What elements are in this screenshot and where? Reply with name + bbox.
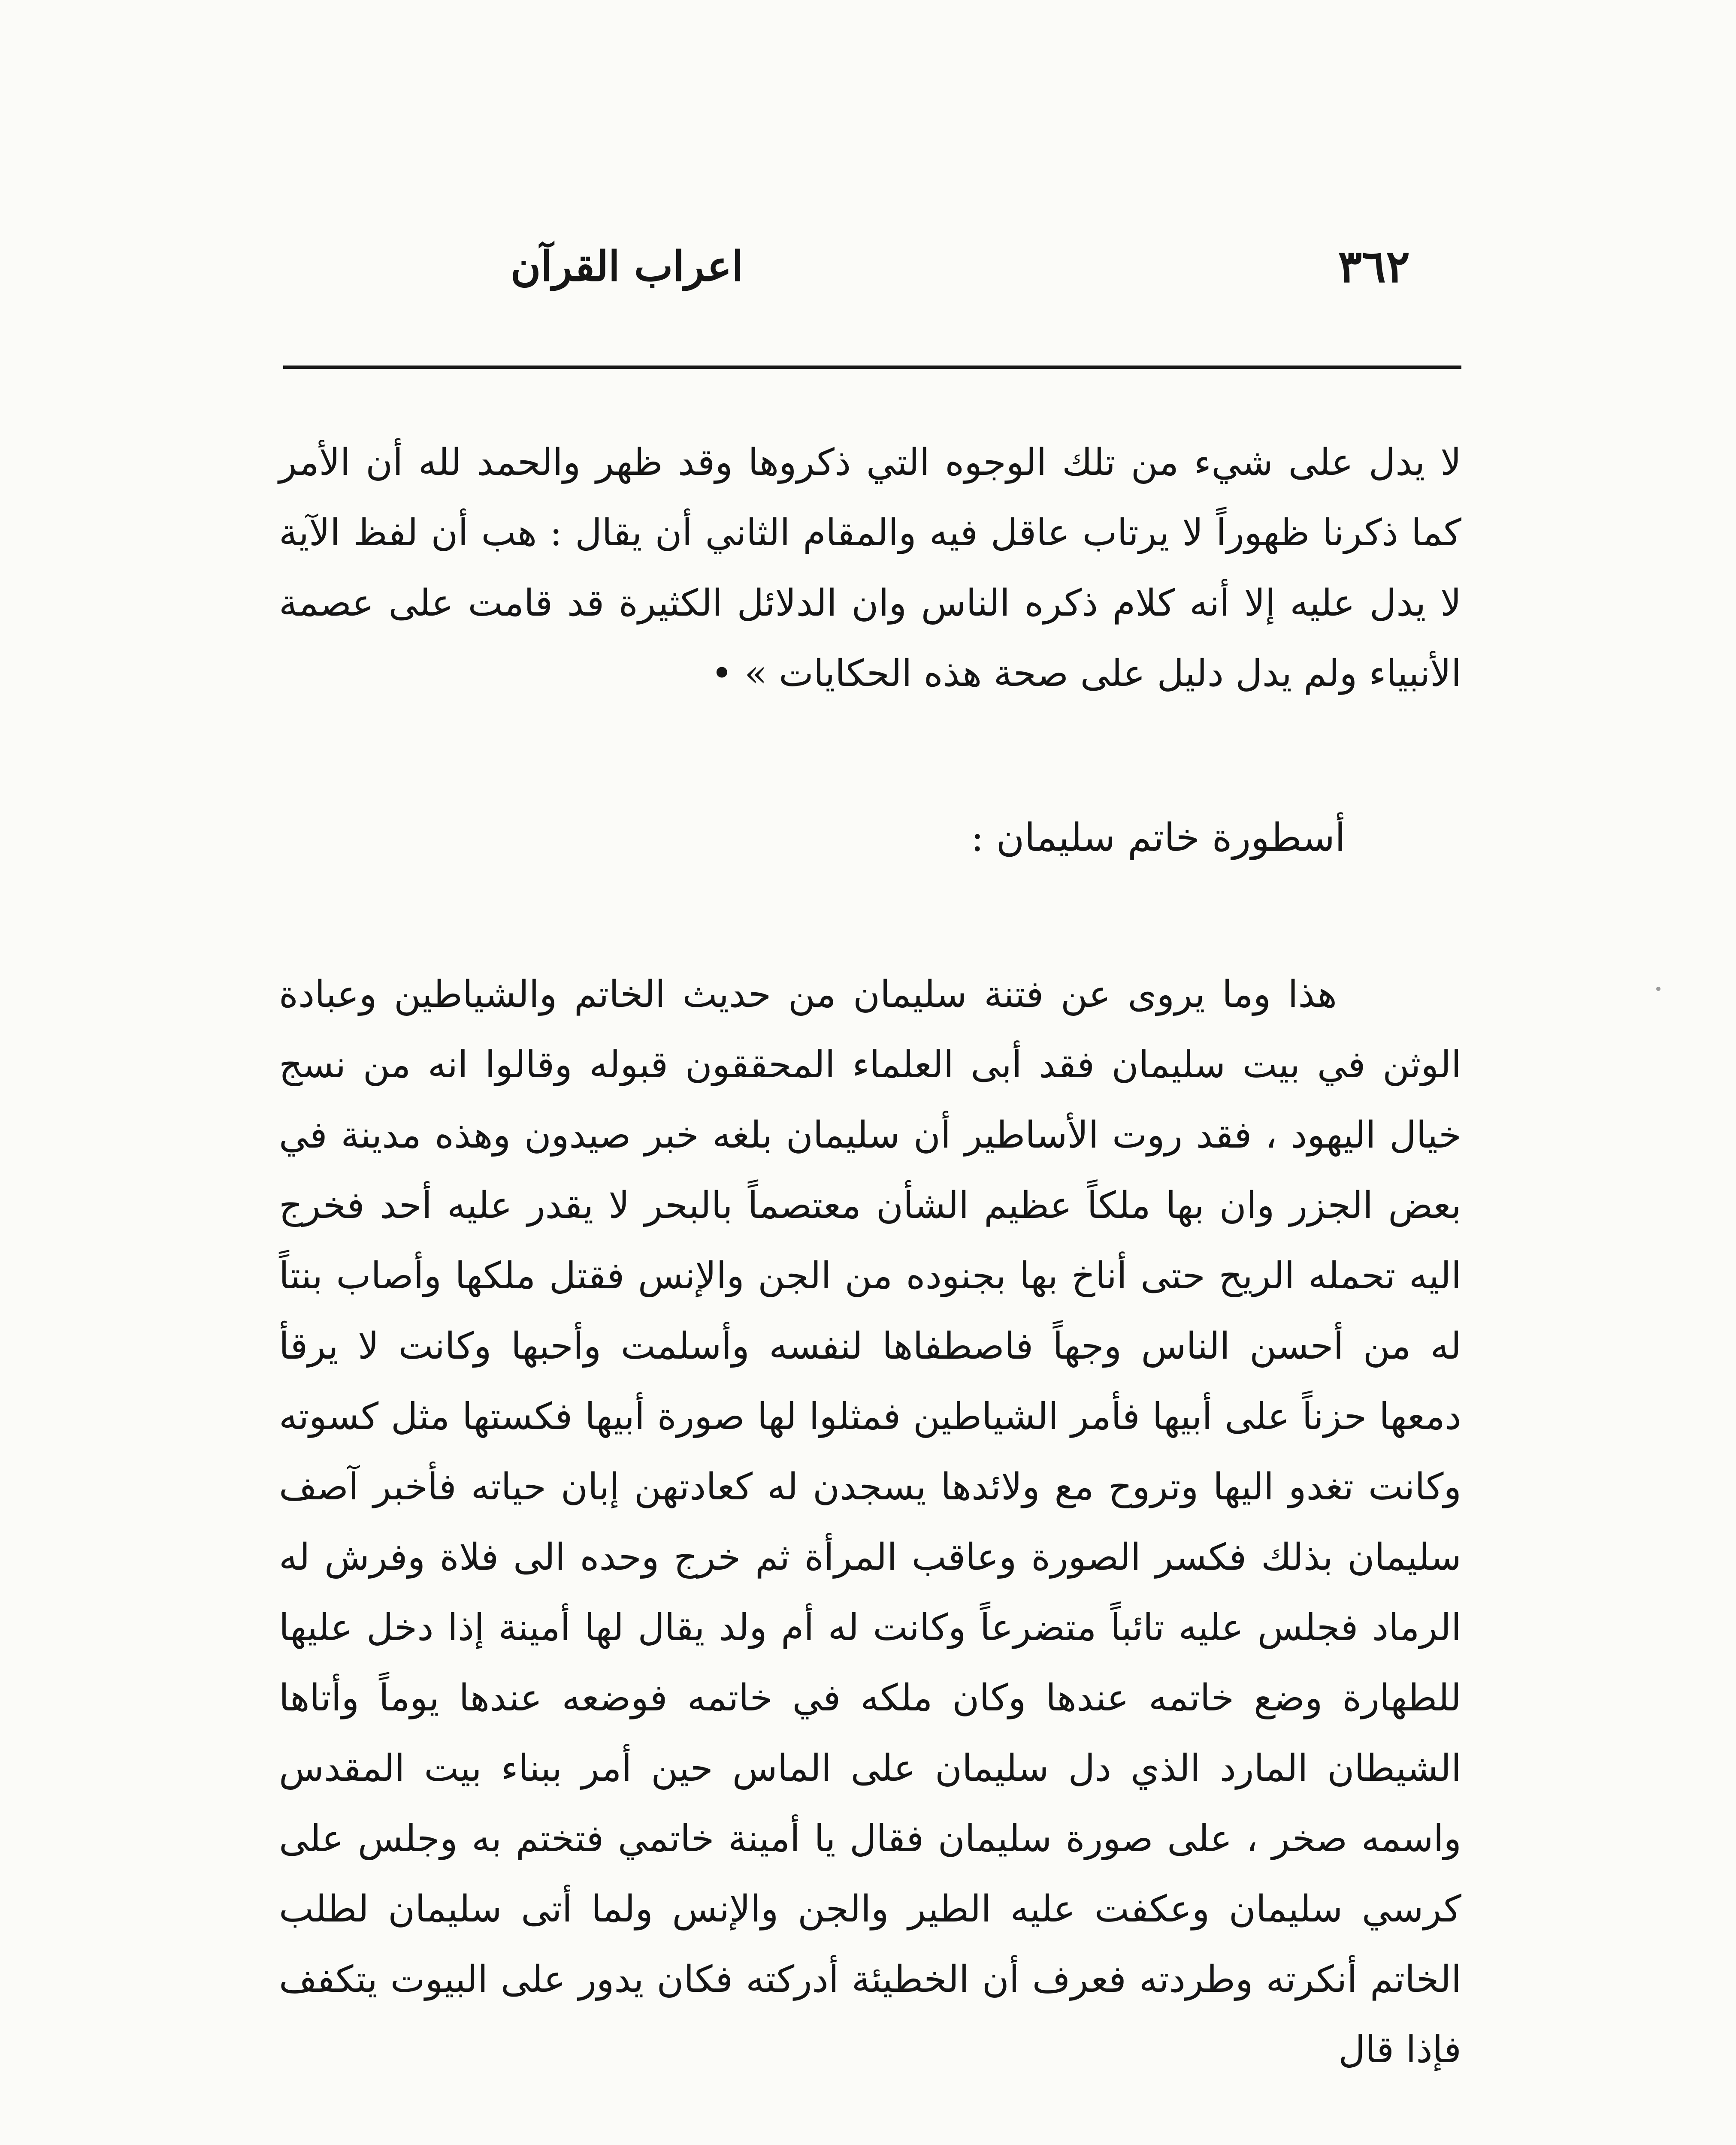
body-paragraph-1: لا يدل على شيء من تلك الوجوه التي ذكروها وقد ظهر والحمد لله أن الأمر كما ذكرنا ظهوراً لا يرتاب عاقل فيه والمقام الثاني أن يقال : هب أن لفظ الآية لا يدل عليه إلا أنه كلام ذكره الناس وان الدلائل الكثيرة قد قامت على عصمة الأنبياء ولم يدل دليل على صحة هذه الحكايات » • [279,441,1461,695]
running-title: اعراب القرآن [511,242,744,290]
section-heading: أسطورة خاتم سليمان : [971,815,1346,860]
scan-speck [1656,987,1660,991]
header-divider [283,366,1461,369]
body-paragraph-2: هذا وما يروى عن فتنة سليمان من حديث الخاتم والشياطين وعبادة الوثن في بيت سليمان فقد أبى العلماء المحققون قبوله وقالوا انه من نسج خيال اليهود ، فقد روت الأساطير أن سليمان بلغه خبر صيدون وهذه مدينة في بعض الجزر وان بها ملكاً عظيم الشأن معتصماً بالبحر لا يقدر عليه أحد فخرج اليه تحمله الريح حتى أناخ بها بجنوده من الجن والإنس فقتل ملكها وأصاب بنتاً له من أحسن الناس وجهاً فاصطفاها لنفسه وأسلمت وأحبها وكانت لا يرقأ دمعها حزناً على أبيها فأمر الشياطين فمثلوا لها صورة أبيها فكستها مثل كسوته وكانت تغدو اليها وتروح مع ولائدها يسجدن له كعادتهن إبان حياته فأخبر آصف سليمان بذلك فكسر الصورة وعاقب المرأة ثم خرج وحده الى فلاة وفرش له الرماد فجلس عليه تائباً متضرعاً وكانت له أم ولد يقال لها أمينة إذا دخل عليها للطهارة وضع خاتمه عندها وكان ملكه في خاتمه فوضعه عندها يوماً وأتاها الشيطان المارد الذي دل سليمان على الماس حين أمر ببناء بيت المقدس واسمه صخر ، على صورة سليمان فقال يا أمينة خاتمي فتختم به وجلس على كرسي سليمان وعكفت عليه الطير والجن والإنس ولما أتى سليمان لطلب الخاتم أنكرته وطردته فعرف أن الخطيئة أدركته فكان يدور على البيوت يتكفف فإذا قال [279,973,1461,2071]
page-number: ٣٦٢ [1338,239,1410,293]
page-header [275,232,1461,300]
